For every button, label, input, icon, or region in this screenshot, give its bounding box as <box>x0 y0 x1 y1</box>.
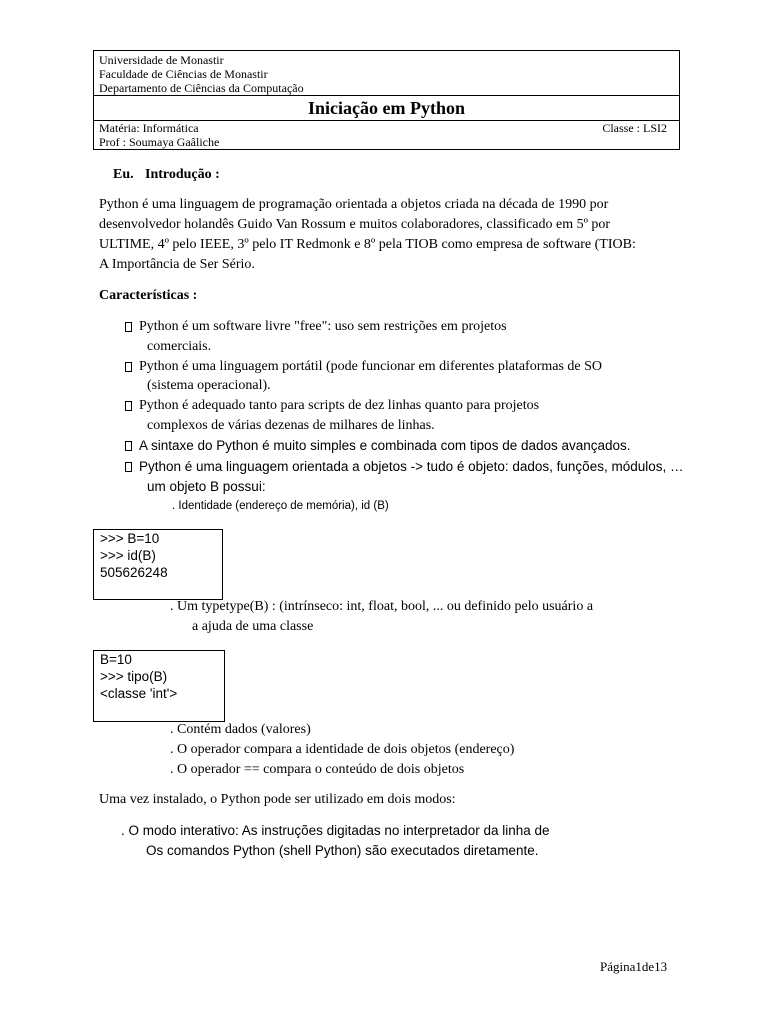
code-line: >>> tipo(B) <box>100 669 168 684</box>
header-box <box>93 50 680 150</box>
bullet-item <box>125 318 705 336</box>
note-line: . Contém dados (valores) <box>170 722 311 737</box>
bullet-text: Python é adequado tanto para scripts de dez linhas quanto para projetos <box>139 398 540 413</box>
bullet-continuation: um objeto B possui: <box>147 479 266 494</box>
box-bullet-icon <box>125 401 132 411</box>
code-box <box>93 529 223 600</box>
bullet-continuation: complexos de várias dezenas de milhares de linhas. <box>147 418 435 433</box>
type-note-line: a ajuda de uma classe <box>192 619 314 634</box>
header-divider <box>94 95 679 96</box>
bullet-text: Python é uma linguagem portátil (pode funcionar em diferentes plataformas de SO <box>139 359 603 374</box>
code-line: 505626248 <box>100 565 168 580</box>
intro-line: Python é uma linguagem de programação orientada a objetos criada na década de 1990 por <box>99 197 609 212</box>
subject-label: Matéria: Informática <box>99 121 199 135</box>
class-label: Classe : LSI2 <box>602 121 667 135</box>
bullet-item <box>125 358 705 376</box>
institution-line: Universidade de Monastir <box>99 53 224 67</box>
box-bullet-icon <box>125 362 132 372</box>
identity-note: . Identidade (endereço de memória), id (B) <box>172 500 389 512</box>
bullet-item <box>125 397 705 415</box>
modes-intro: Uma vez instalado, o Python pode ser utilizado em dois modos: <box>99 792 456 807</box>
interactive-mode-line: Os comandos Python (shell Python) são executados diretamente. <box>146 843 539 858</box>
document-title: Iniciação em Python <box>308 98 465 118</box>
bullet-text: Python é um software livre "free": uso sem restrições em projetos <box>139 319 507 334</box>
institution-line: Departamento de Ciências da Computação <box>99 81 304 95</box>
code-line: B=10 <box>100 652 132 667</box>
institution-line: Faculdade de Ciências de Monastir <box>99 67 268 81</box>
box-bullet-icon <box>125 462 132 472</box>
code-line: <classe 'int'> <box>100 686 178 701</box>
code-box <box>93 650 225 722</box>
box-bullet-icon <box>125 441 132 451</box>
code-line: >>> id(B) <box>100 548 156 563</box>
bullet-text: Python é uma linguagem orientada a objetos -> tudo é objeto: dados, funções, módulos, … <box>139 459 684 474</box>
bullet-continuation: (sistema operacional). <box>147 378 271 393</box>
code-line: >>> B=10 <box>100 531 160 546</box>
section-number: Eu. <box>113 167 134 182</box>
section-title: Introdução : <box>145 167 220 182</box>
interactive-mode-line: . O modo interativo: As instruções digitadas no interpretador da linha de <box>121 823 550 838</box>
note-line: . O operador compara a identidade de dois objetos (endereço) <box>170 742 515 757</box>
bullet-item <box>125 458 705 476</box>
box-bullet-icon <box>125 322 132 332</box>
characteristics-heading: Características : <box>99 288 198 303</box>
intro-line: desenvolvedor holandês Guido Van Rossum e muitos colaboradores, classificado em 5º por <box>99 217 611 232</box>
professor-label: Prof : Soumaya Gaâliche <box>99 135 220 149</box>
bullet-text: A sintaxe do Python é muito simples e combinada com tipos de dados avançados. <box>139 438 631 453</box>
page-number: Página1de13 <box>600 959 668 974</box>
type-note-line: . Um typetype(B) : (intrínseco: int, float, bool, ... ou definido pelo usuário a <box>170 599 594 614</box>
bullet-item <box>125 437 705 455</box>
bullet-continuation: comerciais. <box>147 339 212 354</box>
intro-line: ULTIME, 4º pelo IEEE, 3º pelo IT Redmonk e 8º pela TIOB como empresa de software (TIOB: <box>99 237 636 252</box>
note-line: . O operador == compara o conteúdo de dois objetos <box>170 762 465 777</box>
intro-line: A Importância de Ser Sério. <box>99 257 255 272</box>
